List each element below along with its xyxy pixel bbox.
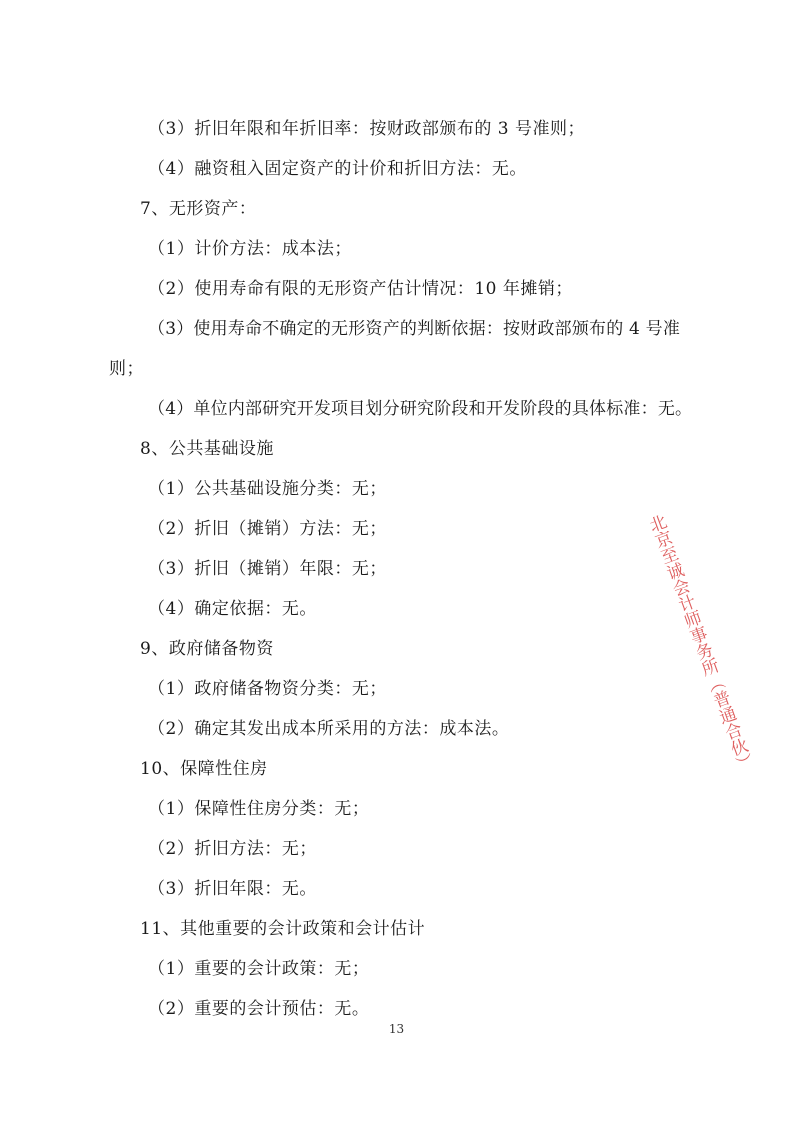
text-line: （1）保障性住房分类：无；	[148, 799, 370, 819]
text-line: （4）确定依据：无。	[148, 599, 317, 619]
text-line: （3）折旧年限和年折旧率：按财政部颁布的 3 号准则；	[148, 119, 585, 139]
text-line: （2）确定其发出成本所采用的方法：成本法。	[148, 719, 510, 739]
text-line: （1）重要的会计政策：无；	[148, 959, 370, 979]
section-heading: 8、公共基础设施	[140, 439, 274, 459]
text-line: （3）使用寿命不确定的无形资产的判断依据：按财政部颁布的 4 号准	[148, 319, 681, 339]
text-line: （2）使用寿命有限的无形资产估计情况：10 年摊销；	[148, 279, 573, 299]
section-heading: 9、政府储备物资	[140, 639, 274, 659]
text-line: （2）折旧（摊销）方法：无；	[148, 519, 387, 539]
text-line: （1）公共基础设施分类：无；	[148, 479, 387, 499]
section-heading: 7、无形资产：	[140, 199, 257, 219]
page-number: 13	[388, 1022, 405, 1036]
firm-seal-stamp: 北京至诚会计师事务所（普通合伙）	[643, 512, 756, 775]
section-heading: 10、保障性住房	[140, 759, 268, 779]
section-heading: 11、其他重要的会计政策和会计估计	[140, 919, 426, 939]
text-line: （3）折旧（摊销）年限：无；	[148, 559, 387, 579]
text-line: （2）重要的会计预估：无。	[148, 999, 370, 1019]
text-line: 则；	[109, 359, 144, 379]
text-line: （3）折旧年限：无。	[148, 879, 317, 899]
text-line: （4）融资租入固定资产的计价和折旧方法：无。	[148, 159, 527, 179]
text-line: （1）计价方法：成本法；	[148, 239, 352, 259]
text-line: （2）折旧方法：无；	[148, 839, 317, 859]
text-line: （1）政府储备物资分类：无；	[148, 679, 387, 699]
text-line: （4）单位内部研究开发项目划分研究阶段和开发阶段的具体标准：无。	[148, 399, 693, 419]
